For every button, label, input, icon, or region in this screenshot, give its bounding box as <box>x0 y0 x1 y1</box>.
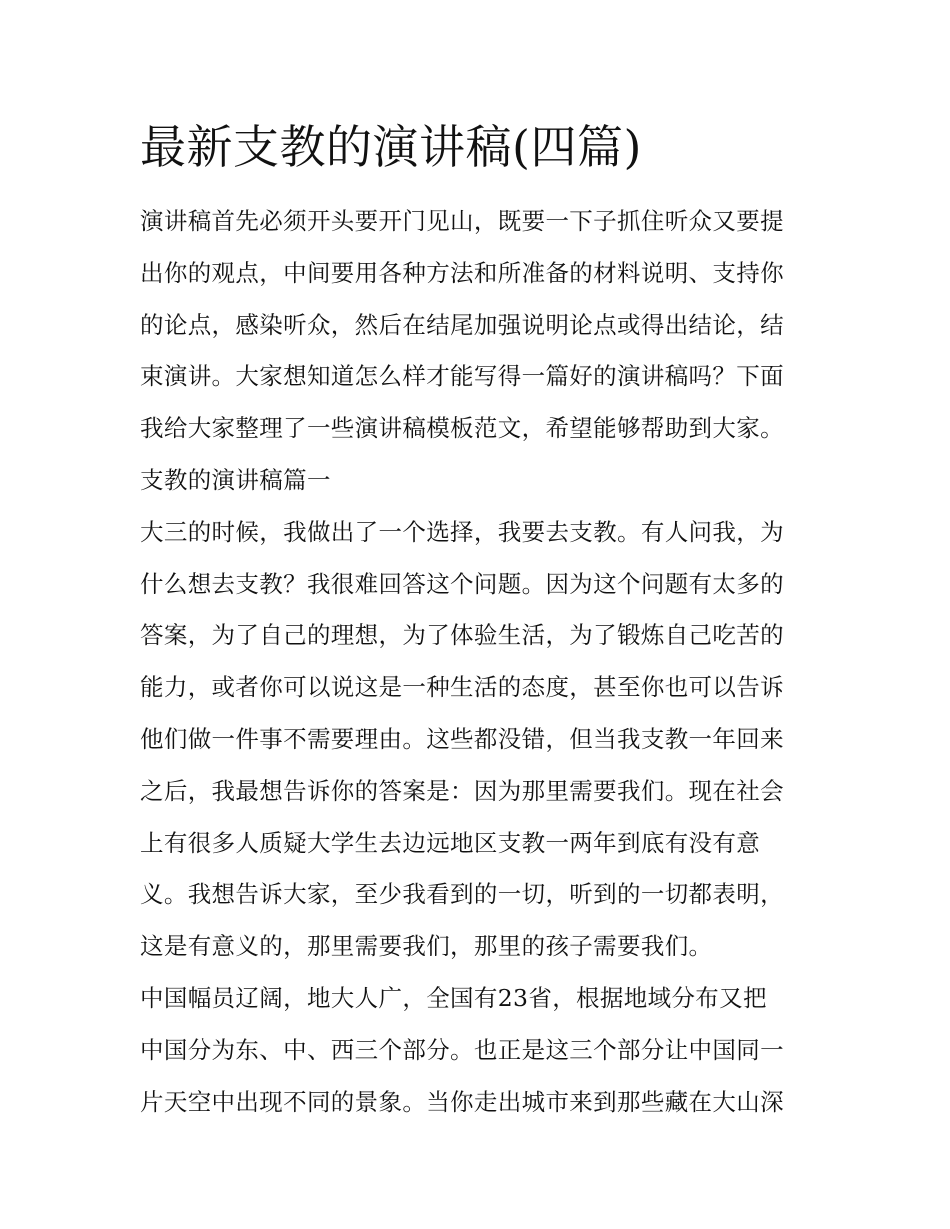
paragraph-line: 束演讲。大家想知道怎么样才能写得一篇好的演讲稿吗？下面 <box>140 362 784 391</box>
paragraph-line: 中国幅员辽阔，地大人广，全国有23省，根据地域分布又把 <box>140 983 767 1012</box>
paragraph-line: 能力，或者你可以说这是一种生活的态度，甚至你也可以告诉 <box>140 673 784 702</box>
document-title: 最新支教的演讲稿(四篇) <box>140 120 642 174</box>
paragraph-line: 的论点，感染听众，然后在结尾加强说明论点或得出结论，结 <box>140 310 784 339</box>
section-heading: 支教的演讲稿篇一 <box>140 465 331 494</box>
paragraph-line: 义。我想告诉大家，至少我看到的一切，听到的一切都表明， <box>140 880 784 909</box>
paragraph-line: 演讲稿首先必须开头要开门见山，既要一下子抓住听众又要提 <box>140 207 784 235</box>
paragraph-line: 片天空中出现不同的景象。当你走出城市来到那些藏在大山深 <box>140 1087 784 1116</box>
paragraph-line: 中国分为东、中、西三个部分。也正是这三个部分让中国同一 <box>140 1035 784 1064</box>
paragraph-line: 大三的时候，我做出了一个选择，我要去支教。有人问我，为 <box>140 517 784 546</box>
paragraph-line: 上有很多人质疑大学生去边远地区支教一两年到底有没有意 <box>140 828 761 857</box>
paragraph-line: 我给大家整理了一些演讲稿模板范文，希望能够帮助到大家。 <box>140 414 784 443</box>
paragraph-line: 什么想去支教？我很难回答这个问题。因为这个问题有太多的 <box>140 569 784 598</box>
paragraph-line: 出你的观点，中间要用各种方法和所准备的材料说明、支持你 <box>140 258 784 287</box>
paragraph-line: 他们做一件事不需要理由。这些都没错，但当我支教一年回来 <box>140 724 784 753</box>
document-body <box>140 196 815 1128</box>
paragraph-line: 答案，为了自己的理想，为了体验生活，为了锻炼自己吃苦的 <box>140 621 784 650</box>
paragraph-line: 这是有意义的，那里需要我们，那里的孩子需要我们。 <box>140 932 713 961</box>
paragraph-line: 之后，我最想告诉你的答案是：因为那里需要我们。现在社会 <box>140 776 784 805</box>
